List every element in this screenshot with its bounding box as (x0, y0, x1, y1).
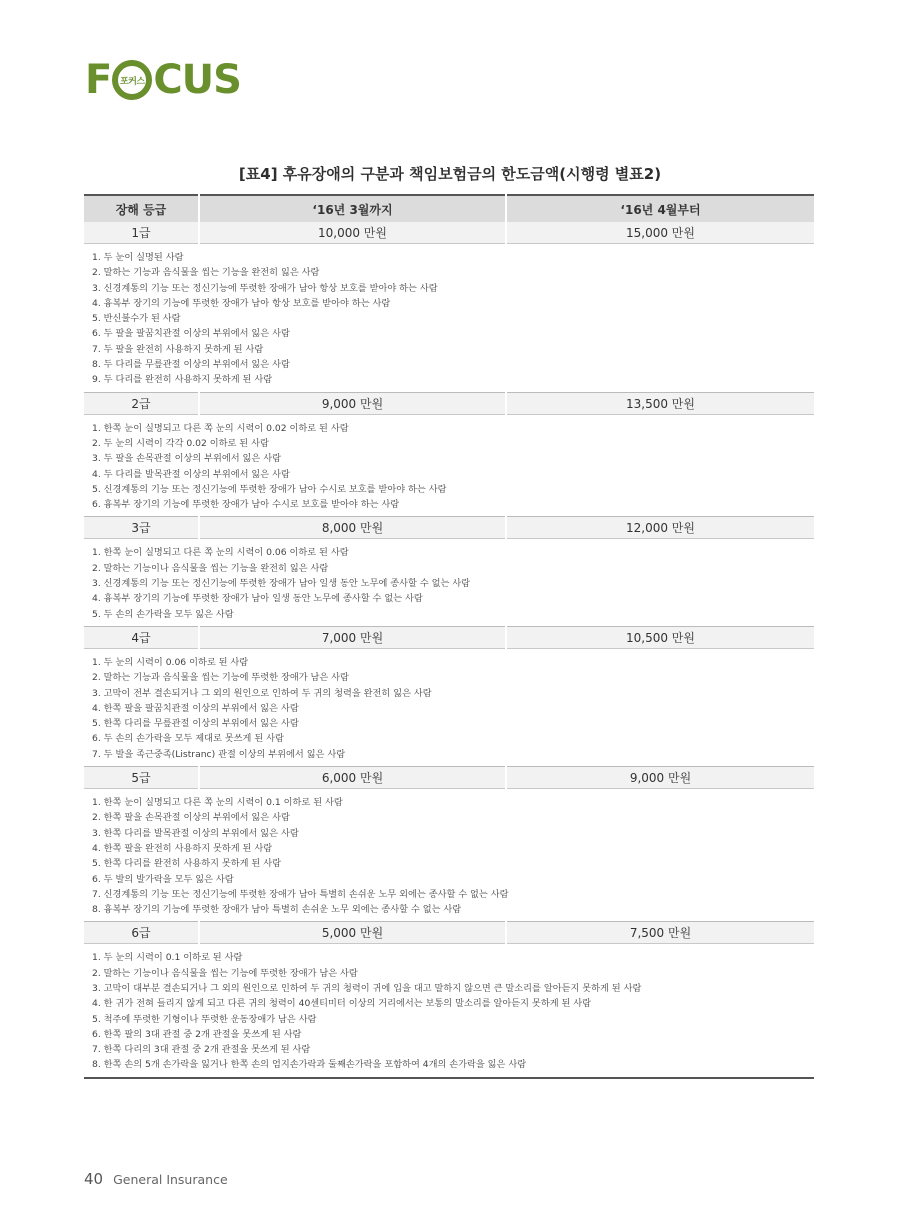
criteria-item: 6. 두 손의 손가락을 모두 제대로 못쓰게 된 사람 (92, 733, 284, 745)
criteria-row (84, 244, 814, 393)
criteria-item: 3. 두 팔을 손목관절 이상의 부위에서 잃은 사람 (92, 453, 281, 465)
criteria-item: 7. 두 발을 족근중족(Listranc) 관절 이상의 부위에서 잃은 사람 (92, 748, 346, 760)
criteria-item: 9. 두 다리를 완전히 사용하지 못하게 된 사람 (92, 374, 273, 386)
amount-after-cell: 9,000 만원 (506, 767, 814, 789)
table-title: [표4] 후유장애의 구분과 책임보험금의 한도금액(시행령 별표2) (238, 165, 662, 183)
criteria-list (84, 539, 814, 626)
criteria-item: 8. 흉복부 장기의 기능에 뚜렷한 장애가 남아 특별히 손쉬운 노무 외에는 종사할 수 없는 사람 (92, 904, 462, 916)
publication-name: General Insurance (113, 1172, 228, 1187)
criteria-item: 2. 한쪽 팔을 손목관절 이상의 부위에서 잃은 사람 (92, 812, 290, 824)
logo-ring-text: 포커스 (120, 76, 145, 87)
criteria-item: 6. 두 팔을 팔꿈치관절 이상의 부위에서 잃은 사람 (92, 328, 290, 340)
criteria-row (84, 539, 814, 626)
grade-row (84, 222, 814, 244)
criteria-item: 5. 한쪽 다리를 무릎관절 이상의 부위에서 잃은 사람 (92, 718, 299, 730)
criteria-row (84, 789, 814, 922)
criteria-item: 6. 한쪽 팔의 3대 관절 중 2개 관절을 못쓰게 된 사람 (92, 1028, 302, 1040)
criteria-list (84, 244, 814, 393)
criteria-item: 4. 한쪽 팔을 팔꿈치관절 이상의 부위에서 잃은 사람 (92, 702, 299, 714)
amount-after-cell: 7,500 만원 (506, 922, 814, 944)
amount-after-cell: 10,500 만원 (506, 626, 814, 648)
criteria-item: 3. 고막이 전부 결손되거나 그 외의 원인으로 인하여 두 귀의 청력을 완전히 잃은 사람 (92, 687, 432, 699)
criteria-item: 6. 흉복부 장기의 기능에 뚜렷한 장애가 남아 수시로 보호를 받아야 하는 사람 (92, 499, 400, 511)
criteria-item: 7. 신경계통의 기능 또는 정신기능에 뚜렷한 장애가 남아 특별히 손쉬운 노무 외에는 종사할 수 없는 사람 (92, 888, 509, 900)
criteria-item: 4. 두 다리를 발목관절 이상의 부위에서 잃은 사람 (92, 468, 290, 480)
criteria-item: 1. 한쪽 눈이 실명되고 다른 쪽 눈의 시력이 0.02 이하로 된 사람 (92, 422, 349, 434)
grade-row (84, 626, 814, 648)
grade-cell: 1급 (84, 222, 199, 244)
amount-before-cell: 9,000 만원 (199, 392, 506, 414)
logo-ring (112, 60, 152, 100)
criteria-item: 3. 신경계통의 기능 또는 정신기능에 뚜렷한 장애가 남아 일생 동안 노무에 종사할 수 없는 사람 (92, 578, 471, 590)
criteria-item: 3. 한쪽 다리를 발목관절 이상의 부위에서 잃은 사람 (92, 827, 299, 839)
amount-before-cell: 8,000 만원 (199, 517, 506, 539)
criteria-list (84, 944, 814, 1078)
header-row (84, 195, 814, 222)
amount-before-cell: 7,000 만원 (199, 626, 506, 648)
amount-before-cell: 5,000 만원 (199, 922, 506, 944)
criteria-list (84, 648, 814, 766)
criteria-item: 3. 신경계통의 기능 또는 정신기능에 뚜렷한 장애가 남아 항상 보호를 받아야 하는 사람 (92, 282, 438, 294)
amount-after-cell: 13,500 만원 (506, 392, 814, 414)
grade-table-body (84, 222, 814, 1078)
criteria-item: 5. 두 손의 손가락을 모두 잃은 사람 (92, 608, 234, 620)
header-after: ‘16년 4월부터 (506, 195, 814, 222)
grade-cell: 3급 (84, 517, 199, 539)
criteria-list (84, 414, 814, 517)
criteria-item: 7. 한쪽 다리의 3대 관절 중 2개 관절을 못쓰게 된 사람 (92, 1044, 311, 1056)
criteria-item: 2. 말하는 기능과 음식물을 씹는 기능에 뚜렷한 장애가 남은 사람 (92, 672, 349, 684)
grade-cell: 6급 (84, 922, 199, 944)
grade-cell: 5급 (84, 767, 199, 789)
criteria-item: 2. 말하는 기능이나 음식물을 씹는 기능에 뚜렷한 장애가 남은 사람 (92, 967, 358, 979)
page-footer (84, 1170, 228, 1188)
criteria-item: 8. 한쪽 손의 5개 손가락을 잃거나 한쪽 손의 엄지손가락과 둘째손가락을 포함하여 4개의 손가락을 잃은 사람 (92, 1059, 527, 1071)
criteria-list (84, 789, 814, 922)
criteria-item: 8. 두 다리를 무릎관절 이상의 부위에서 잃은 사람 (92, 359, 290, 371)
criteria-row (84, 414, 814, 517)
criteria-item: 5. 한쪽 다리를 완전히 사용하지 못하게 된 사람 (92, 858, 281, 870)
criteria-item: 4. 한 귀가 전혀 들리지 않게 되고 다른 귀의 청력이 40센티미터 이상의 거리에서는 보통의 말소리를 알아듣지 못하게 된 사람 (92, 998, 592, 1010)
criteria-item: 5. 반신불수가 된 사람 (92, 313, 181, 325)
grade-row (84, 392, 814, 414)
amount-after-cell: 12,000 만원 (506, 517, 814, 539)
criteria-item: 1. 두 눈이 실명된 사람 (92, 252, 184, 263)
criteria-item: 2. 말하는 기능이나 음식물을 씹는 기능을 완전히 잃은 사람 (92, 562, 329, 574)
criteria-item: 3. 고막이 대부분 결손되거나 그 외의 원인으로 인하여 두 귀의 청력이 귀에 입을 대고 말하지 않으면 큰 말소리를 알아듣지 못하게 된 사람 (92, 982, 642, 994)
amount-after-cell: 15,000 만원 (506, 222, 814, 244)
grade-row (84, 767, 814, 789)
logo-letters-cus: CUS (153, 57, 241, 103)
page-number: 40 (84, 1170, 104, 1188)
criteria-item: 4. 한쪽 팔을 완전히 사용하지 못하게 된 사람 (92, 842, 273, 854)
grade-cell: 4급 (84, 626, 199, 648)
logo-letter-f: F (85, 57, 112, 103)
criteria-item: 4. 흉복부 장기의 기능에 뚜렷한 장애가 남아 항상 보호를 받아야 하는 사람 (92, 297, 391, 309)
criteria-item: 2. 말하는 기능과 음식물을 씹는 기능을 완전히 잃은 사람 (92, 267, 320, 279)
criteria-item: 5. 척주에 뚜렷한 기형이나 뚜렷한 운동장애가 남은 사람 (92, 1013, 317, 1025)
grade-cell: 2급 (84, 392, 199, 414)
criteria-item: 6. 두 발의 발가락을 모두 잃은 사람 (92, 873, 234, 885)
grade-row (84, 517, 814, 539)
criteria-item: 1. 두 눈의 시력이 0.1 이하로 된 사람 (92, 952, 243, 964)
focus-logo (85, 58, 241, 102)
criteria-row (84, 944, 814, 1078)
criteria-item: 2. 두 눈의 시력이 각각 0.02 이하로 된 사람 (92, 437, 269, 449)
amount-before-cell: 10,000 만원 (199, 222, 506, 244)
criteria-row (84, 648, 814, 766)
amount-before-cell: 6,000 만원 (199, 767, 506, 789)
criteria-item: 1. 한쪽 눈이 실명되고 다른 쪽 눈의 시력이 0.06 이하로 된 사람 (92, 547, 349, 559)
header-grade: 장해 등급 (84, 195, 199, 222)
criteria-item: 1. 한쪽 눈이 실명되고 다른 쪽 눈의 시력이 0.1 이하로 된 사람 (92, 797, 343, 809)
criteria-item: 5. 신경계통의 기능 또는 정신기능에 뚜렷한 장애가 남아 수시로 보호를 받아야 하는 사람 (92, 483, 447, 495)
criteria-item: 1. 두 눈의 시력이 0.06 이하로 된 사람 (92, 656, 249, 668)
criteria-item: 7. 두 팔을 완전히 사용하지 못하게 된 사람 (92, 343, 264, 355)
disability-grade-table (84, 194, 814, 1079)
header-before: ‘16년 3월까지 (199, 195, 506, 222)
criteria-item: 4. 흉복부 장기의 기능에 뚜렷한 장애가 남아 일생 동안 노무에 종사할 수 없는 사람 (92, 593, 423, 605)
grade-row (84, 922, 814, 944)
